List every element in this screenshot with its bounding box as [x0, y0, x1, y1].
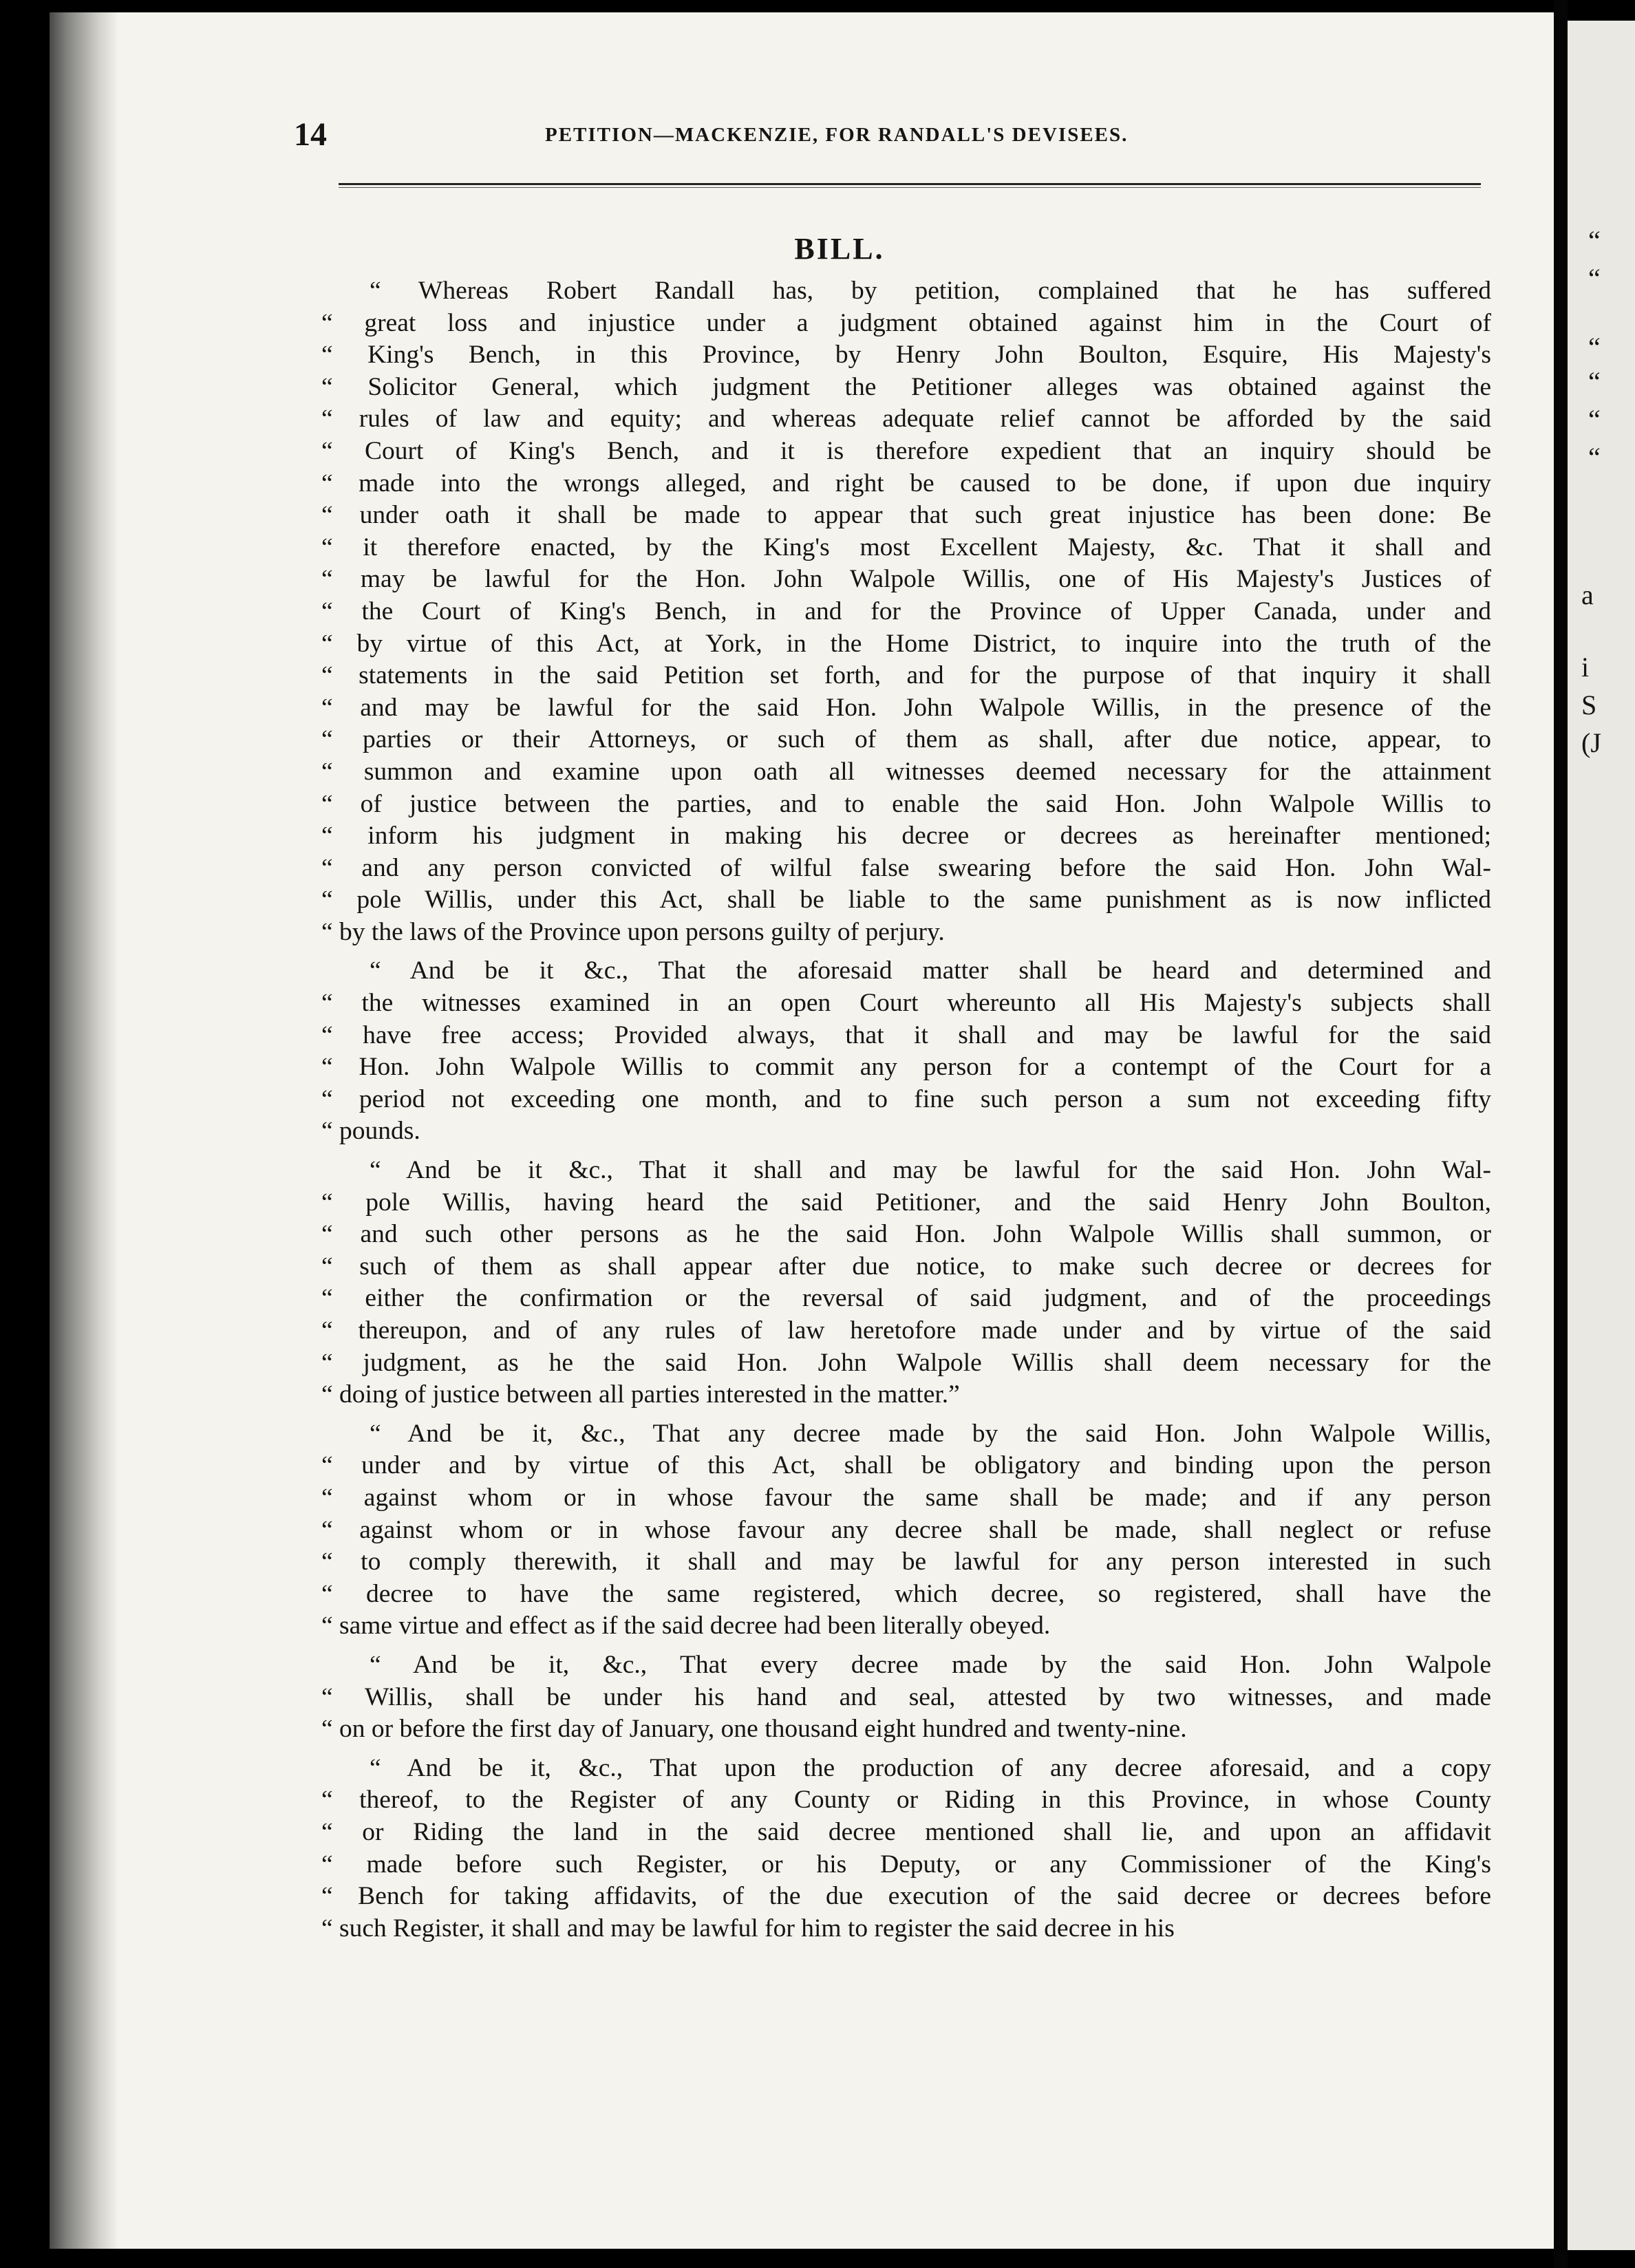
running-title: PETITION—MACKENZIE, FOR RANDALL'S DEVISEES. [545, 124, 1129, 146]
text-line: “ doing of justice between all parties interested in the matter.” [321, 1380, 960, 1409]
text-line: “ King's Bench, in this Province, by Henry John Boulton, Esquire, His Majesty's [321, 341, 1491, 370]
text-line: “ against whom or in whose favour the same shall be made; and if any person [321, 1483, 1491, 1512]
running-head [50, 116, 1554, 157]
facing-page-fragment: “ [1588, 332, 1601, 363]
text-line: “ either the confirmation or the reversal of said judgment, and of the proceedings [321, 1284, 1491, 1313]
text-line: “ thereof, to the Register of any County or Riding in this Province, in whose County [321, 1786, 1491, 1815]
bill-paragraph [321, 275, 1491, 948]
page-gutter [1554, 0, 1568, 2268]
text-line: “ decree to have the same registered, which decree, so registered, shall have the [321, 1579, 1491, 1608]
facing-page-fragment: S [1581, 689, 1597, 720]
facing-page-fragment: “ [1588, 404, 1601, 435]
text-line: “ under oath it shall be made to appear that such great injustice has been done: Be [321, 501, 1491, 530]
text-line: “ rules of law and equity; and whereas adequate relief cannot be afforded by the said [321, 405, 1491, 434]
text-line: “ inform his judgment in making his decree or decrees as hereinafter mentioned; [321, 822, 1491, 850]
bill-paragraph [321, 1649, 1491, 1746]
binding-shadow [50, 12, 118, 2249]
text-line: “ statements in the said Petition set forth, and for the purpose of that inquiry it shall [321, 661, 1491, 690]
text-line: “ and may be lawful for the said Hon. John Walpole Willis, in the presence of the [321, 693, 1491, 722]
text-line: “ and such other persons as he the said Hon. John Walpole Willis shall summon, or [321, 1220, 1491, 1249]
facing-page-edge [1568, 21, 1635, 2250]
text-line: “ such of them as shall appear after due notice, to make such decree or decrees for [321, 1252, 1491, 1281]
text-line: “ by the laws of the Province upon persons guilty of perjury. [321, 917, 945, 946]
text-line: “ made before such Register, or his Deputy, or any Commissioner of the King's [321, 1850, 1491, 1879]
facing-page-fragment: “ [1588, 263, 1601, 294]
text-line: “ or Riding the land in the said decree mentioned shall lie, and upon an affidavit [321, 1817, 1491, 1846]
text-line: “ Bench for taking affidavits, of the due execution of the said decree or decrees before [321, 1882, 1491, 1911]
facing-page-fragment: “ [1588, 366, 1601, 397]
text-line: “ to comply therewith, it shall and may be lawful for any person interested in such [321, 1548, 1491, 1576]
bill-paragraph [321, 1753, 1491, 1945]
text-line: “ great loss and injustice under a judgment obtained against him in the Court of [321, 308, 1491, 337]
header-rule [339, 183, 1481, 188]
text-line: “ And be it, &c., That every decree made by the said Hon. John Walpole [370, 1650, 1491, 1679]
facing-page-fragment: a [1581, 579, 1594, 610]
bill-paragraph [321, 1418, 1491, 1643]
text-line: “ Willis, shall be under his hand and seal, attested by two witnesses, and made [321, 1682, 1491, 1711]
text-line: “ the Court of King's Bench, in and for the Province of Upper Canada, under and [321, 597, 1491, 625]
bill-text [321, 275, 1491, 1951]
text-line: “ of justice between the parties, and to enable the said Hon. John Walpole Willis to [321, 789, 1491, 818]
text-line: “ against whom or in whose favour any decree shall be made, shall neglect or refuse [321, 1515, 1491, 1544]
text-line: “ judgment, as he the said Hon. John Walpole Willis shall deem necessary for the [321, 1348, 1491, 1377]
facing-page-fragment: “ [1588, 442, 1601, 473]
text-line: “ under and by virtue of this Act, shall be obligatory and binding upon the person [321, 1451, 1491, 1480]
text-line: “ And be it &c., That the aforesaid matter shall be heard and determined and [370, 956, 1491, 985]
section-heading: BILL. [794, 232, 885, 266]
text-line: “ may be lawful for the Hon. John Walpole Willis, one of His Majesty's Justices of [321, 565, 1491, 594]
text-line: “ Court of King's Bench, and it is therefore expedient that an inquiry should be [321, 436, 1491, 465]
text-line: “ it therefore enacted, by the King's most Excellent Majesty, &c. That it shall and [321, 533, 1491, 561]
text-line: “ summon and examine upon oath all witnesses deemed necessary for the attainment [321, 757, 1491, 786]
text-line: “ the witnesses examined in an open Court whereunto all His Majesty's subjects shall [321, 989, 1491, 1018]
text-line: “ And be it, &c., That any decree made by the said Hon. John Walpole Willis, [370, 1419, 1491, 1448]
text-line: “ And be it, &c., That upon the production of any decree aforesaid, and a copy [370, 1753, 1491, 1782]
bill-paragraph [321, 1155, 1491, 1411]
facing-page-fragment: (J [1581, 727, 1601, 758]
text-line: “ same virtue and effect as if the said decree had been literally obeyed. [321, 1612, 1051, 1640]
text-line: “ Hon. John Walpole Willis to commit any person for a contempt of the Court for a [321, 1053, 1491, 1082]
facing-page-fragment: “ [1588, 225, 1601, 256]
text-line: “ made into the wrongs alleged, and right be caused to be done, if upon due inquiry [321, 469, 1491, 498]
text-line: “ such Register, it shall and may be lawful for him to register the said decree in his [321, 1914, 1175, 1943]
text-line: “ Whereas Robert Randall has, by petition, complained that he has suffered [370, 277, 1491, 305]
text-line: “ pole Willis, under this Act, shall be liable to the same punishment as is now inflicted [321, 886, 1491, 914]
text-line: “ pounds. [321, 1117, 420, 1146]
text-line: “ have free access; Provided always, that it shall and may be lawful for the said [321, 1020, 1491, 1049]
text-line: “ and any person convicted of wilful false swearing before the said Hon. John Wal- [321, 853, 1491, 882]
text-line: “ parties or their Attorneys, or such of them as shall, after due notice, appear, to [321, 725, 1491, 754]
text-line: “ thereupon, and of any rules of law heretofore made under and by virtue of the said [321, 1316, 1491, 1345]
page-number: 14 [294, 116, 327, 153]
text-line: “ pole Willis, having heard the said Petitioner, and the said Henry John Boulton, [321, 1188, 1491, 1217]
facing-page-fragment: i [1581, 652, 1590, 683]
bill-paragraph [321, 955, 1491, 1148]
text-line: “ Solicitor General, which judgment the Petitioner alleges was obtained against the [321, 372, 1491, 401]
text-line: “ by virtue of this Act, at York, in the Home District, to inquire into the truth of the [321, 629, 1491, 658]
book-page [50, 12, 1554, 2249]
text-line: “ period not exceeding one month, and to fine such person a sum not exceeding fifty [321, 1084, 1491, 1113]
text-line: “ And be it &c., That it shall and may be lawful for the said Hon. John Wal- [370, 1156, 1491, 1185]
text-line: “ on or before the first day of January, one thousand eight hundred and twenty-nine. [321, 1715, 1187, 1744]
